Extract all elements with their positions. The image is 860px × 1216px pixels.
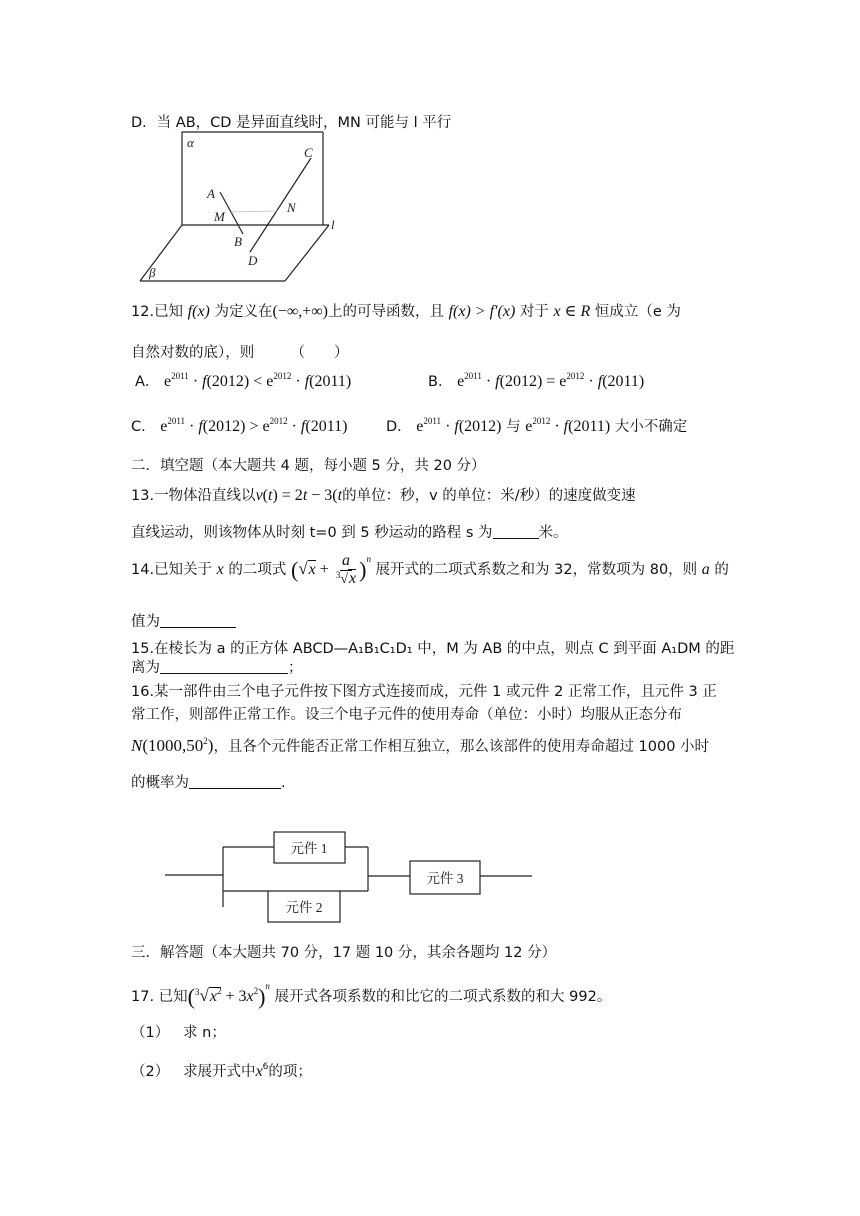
component-3-label: 元件 3	[426, 871, 464, 886]
q12-option-a-formula: $e^{2011} \cdot f(2012) < e^{2012} \cdot f(2011)$	[164, 371, 352, 390]
label-n: N	[287, 200, 296, 215]
beta-plane-left-edge	[140, 225, 182, 281]
label-d: D	[248, 253, 258, 268]
q12-number: 12.	[131, 304, 155, 320]
q17-part1: （1） 求 n；	[131, 1025, 226, 1041]
label-alpha: α	[187, 135, 194, 150]
label-beta: β	[149, 265, 156, 280]
q14-binomial: (√x + $\frac{a}{^3√x}$ )$^n$	[291, 552, 371, 587]
q12-stem-b: 为定义在	[214, 304, 273, 320]
beta-plane-right-edge	[285, 225, 329, 281]
q15-line1: 15.在棱长为 a 的正方体 ABCD—A₁B₁C₁D₁ 中，M 为 AB 的中点，则点 C 到平面 A₁DM 的距	[131, 641, 735, 657]
q13-line2: 直线运动，则该物体从时刻 t=0 到 5 秒运动的路程 s 为 米。	[131, 525, 568, 541]
q16-circuit-diagram	[160, 825, 540, 927]
segment-cd	[250, 158, 311, 252]
q12-line2: 自然对数的底），则 （ ）	[131, 345, 349, 361]
q12-fx: f(x)	[187, 303, 210, 320]
q16-answer-blank[interactable]	[189, 774, 281, 789]
component-2-label: 元件 2	[285, 900, 323, 915]
q14-line2: 值为	[131, 610, 236, 631]
q13-line1: 13.一物体沿直线以v(t) = 2t − 3(t的单位：秒，v 的单位：米/秒）的速度做变速	[131, 487, 636, 504]
segment-mn	[231, 211, 277, 212]
section-3-heading: 三．解答题（本大题共 70 分，17 题 10 分，其余各题均 12 分）	[131, 945, 557, 961]
q14-line1: 14.已知关于 x 的二项式 (√x + $\frac{a}{^3√x}$ )$^n$ 展开式的二项式系数之和为 32，常数项为 80，则 a 的	[131, 552, 729, 587]
q12-option-c: C． $e^{2011} \cdot f(2012) > e^{2012} \cdot f(2011)$	[131, 416, 348, 435]
q16-line2: 常工作，则部件正常工作。设三个电子元件的使用寿命（单位：小时）均服从正态分布	[131, 707, 682, 723]
q12-option-b-formula: $e^{2011} \cdot f(2012) = e^{2012} \cdot f(2011)$	[457, 371, 645, 390]
q13-answer-blank[interactable]	[493, 524, 539, 539]
label-c: C	[304, 145, 313, 160]
label-a: A	[207, 186, 215, 201]
label-m: M	[214, 209, 225, 224]
q15-line2: 离为 ；	[131, 660, 303, 676]
q12-option-d: D． $e^{2011} \cdot f(2012)$ 与 $e^{2012} \cdot f(2011)$ 大小不确定	[386, 416, 688, 435]
q16-line4: 的概率为 .	[131, 775, 286, 791]
q16-line1: 16.某一部件由三个电子元件按下图方式连接而成，元件 1 或元件 2 正常工作，且元件 3 正	[131, 684, 717, 700]
q12-stem-d: 对于	[519, 304, 549, 320]
label-b: B	[234, 234, 242, 249]
q12-stem	[131, 300, 681, 321]
q15-answer-blank[interactable]	[160, 659, 288, 674]
q11-option-d: D．当 AB，CD 是异面直线时，MN 可能与 l 平行	[131, 115, 452, 131]
q16-line3: N(1000,50$^2$)，且各个元件能否正常工作相互独立，那么该部件的使用寿命超过 1000 小时	[131, 736, 710, 755]
q17-part2: （2） 求展开式中$x^6$的项；	[131, 1062, 312, 1080]
q12-domain: (−∞,+∞)	[272, 303, 328, 320]
section-2-heading: 二．填空题（本大题共 4 题，每小题 5 分，共 20 分）	[131, 458, 486, 474]
q12-stem-e: 恒成立（e 为	[594, 304, 681, 320]
q17-stem: 17. 已知$(^3√x^2 + 3x^2)^n$ 展开式各项系数的和比它的二项式系数的和大 992。	[131, 981, 612, 1009]
q16-distribution: N(1000,50$^2$)	[131, 736, 214, 755]
q12-stem-a: 已知	[154, 304, 184, 320]
q17-expression: $(^3√x^2 + 3x^2)^n$	[187, 981, 270, 1009]
component-1-label: 元件 1	[290, 841, 328, 856]
q11-plane-figure	[135, 128, 350, 288]
label-l: l	[331, 217, 335, 232]
q12-x-in-r: x ∈ R	[553, 303, 591, 320]
q14-answer-blank[interactable]	[160, 613, 236, 628]
q12-stem-c: 上的可导函数，且	[328, 304, 444, 320]
q12-condition: f(x) > f′(x)	[448, 303, 516, 320]
q12-option-a: A． $e^{2011} \cdot f(2012) < e^{2012} \cdot f(2011)$	[135, 371, 352, 390]
q12-option-b: B． $e^{2011} \cdot f(2012) = e^{2012} \cdot f(2011)$	[428, 371, 645, 390]
q13-formula: v(t) = 2t − 3(t	[255, 487, 343, 504]
q12-option-c-formula: $e^{2011} \cdot f(2012) > e^{2012} \cdot f(2011)$	[160, 416, 348, 435]
